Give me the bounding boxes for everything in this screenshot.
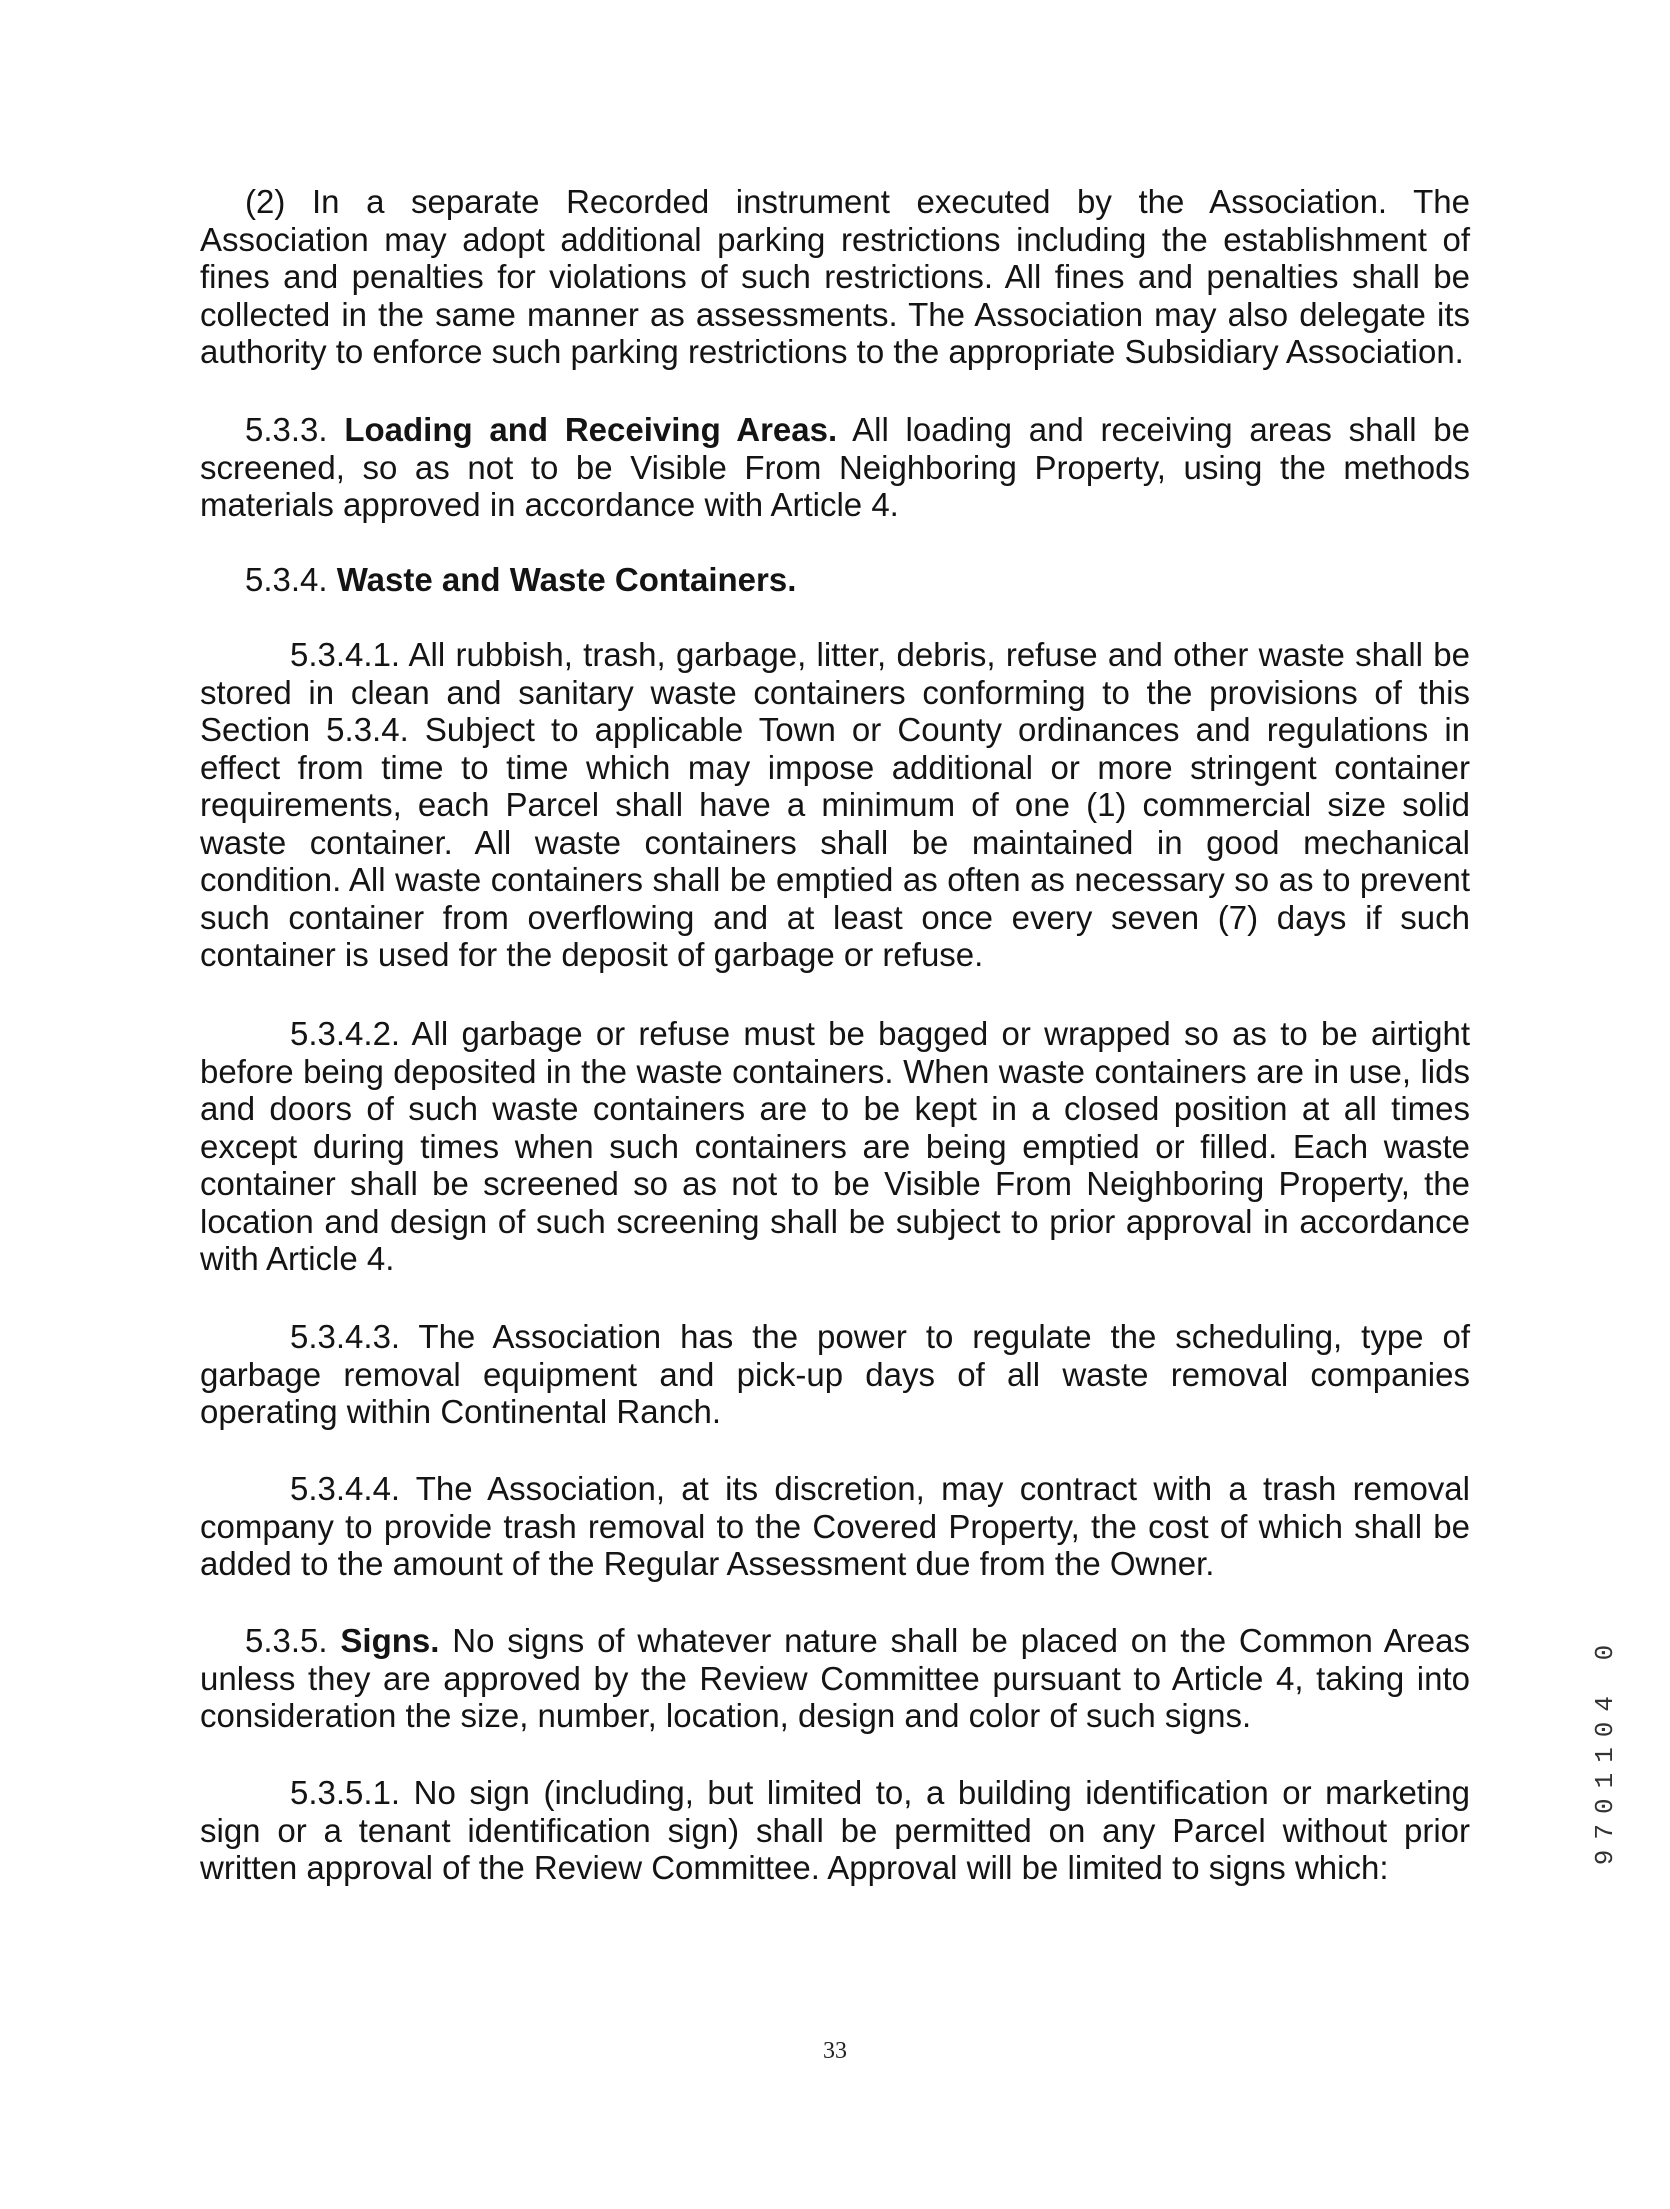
section-body: All loading and receiving areas shall be screened, so as not to be Visible From Neighboring Property, using the methods materials approved in accordance with Article 4. (200, 411, 1470, 523)
section-heading: Waste and Waste Containers. (336, 561, 797, 598)
section-heading: Loading and Receiving Areas. (344, 411, 838, 448)
section-5-3-4-1: 5.3.4.1. All rubbish, trash, garbage, litter, debris, refuse and other waste shall be stored in clean and sanitary waste containers conforming to the provisions of this Section 5.3.4. Subject to applicable Town or County ordinances and regulations in effect from time to time which may impose additional or more stringent container requirements, each Parcel shall have a minimum of one (1) commercial size solid waste container. All waste containers shall be maintained in good mechanical condition. All waste containers shall be emptied as often as necessary so as to prevent such container from overflowing and at least once every seven (7) days if such container is used for the deposit of garbage or refuse. (200, 636, 1470, 973)
recording-stamp-text: 9701104 0 (1590, 1634, 1620, 1866)
section-number: 5.3.5. (245, 1622, 328, 1659)
section-5-3-4-4: 5.3.4.4. The Association, at its discretion, may contract with a trash removal company to provide trash removal to the Covered Property, the cost of which shall be added to the amount of the Regular Assessment due from the Owner. (200, 1470, 1470, 1582)
page-number: 33 (823, 2038, 847, 2064)
section-body: No signs of whatever nature shall be placed on the Common Areas unless they are approved by the Review Committee pursuant to Article 4, taking into consideration the size, number, location, design and color of such signs. (200, 1622, 1470, 1734)
section-5-3-5-1: 5.3.5.1. No sign (including, but limited to, a building identification or marketing sign or a tenant identification sign) shall be permitted on any Parcel without prior written approval of the Review Committee. Approval will be limited to signs which: (200, 1774, 1470, 1886)
section-5-3-4-2: 5.3.4.2. All garbage or refuse must be bagged or wrapped so as to be airtight before being deposited in the waste containers. When waste containers are in use, lids and doors of such waste containers are to be kept in a closed position at all times except during times when such containers are being emptied or filled. Each waste container shall be screened so as not to be Visible From Neighboring Property, the location and design of such screening shall be subject to prior approval in accordance with Article 4. (200, 1015, 1470, 1277)
section-heading: Signs. (340, 1622, 440, 1659)
section-number: 5.3.3. (245, 411, 328, 448)
section-number: 5.3.4. (245, 561, 328, 598)
section-5-3-4 (245, 561, 796, 599)
recording-stamp (1590, 1580, 1620, 1920)
section-5-3-3 (200, 411, 1470, 524)
section-5-3-5 (200, 1622, 1470, 1735)
paragraph-parking-instrument: (2) In a separate Recorded instrument executed by the Association. The Association may adopt additional parking restrictions including the establishment of fines and penalties for violations of such restrictions. All fines and penalties shall be collected in the same manner as assessments. The Association may also delegate its authority to enforce such parking restrictions to the appropriate Subsidiary Association. (200, 183, 1470, 370)
section-5-3-4-3: 5.3.4.3. The Association has the power to regulate the scheduling, type of garbage removal equipment and pick-up days of all waste removal companies operating within Continental Ranch. (200, 1318, 1470, 1430)
